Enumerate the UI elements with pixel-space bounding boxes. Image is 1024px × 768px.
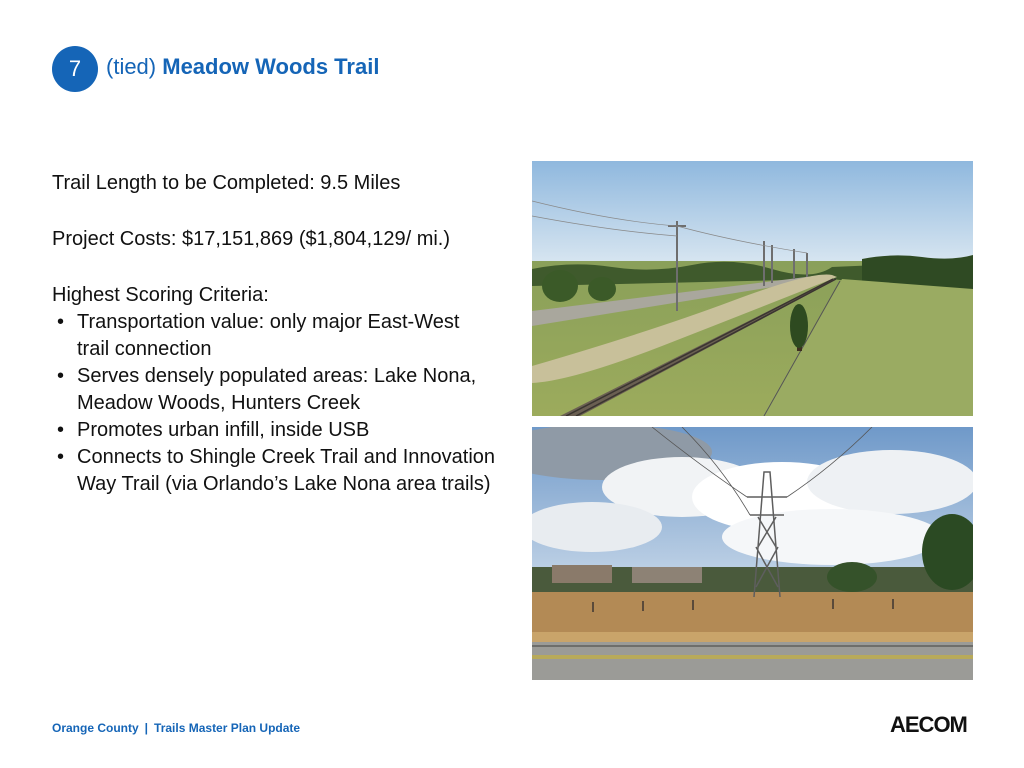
criteria-heading: Highest Scoring Criteria: — [52, 284, 269, 306]
criteria-item: • Transportation value: only major East-West trail connection — [52, 309, 497, 363]
footer-org: Orange County — [52, 721, 139, 735]
title-name: Meadow Woods Trail — [162, 54, 380, 79]
criteria-list — [52, 309, 497, 498]
criteria-item: • Promotes urban infill, inside USB — [52, 417, 497, 444]
footer-project: Trails Master Plan Update — [154, 721, 301, 735]
footer-separator: | — [144, 721, 149, 735]
title-prefix: (tied) — [106, 54, 157, 79]
transmission-tower-photo — [532, 427, 973, 680]
slide-number-badge: 7 — [52, 46, 98, 92]
criteria-item: • Connects to Shingle Creek Trail and Innovation Way Trail (via Orlando’s Lake Nona area trails) — [52, 444, 497, 498]
slide-body — [52, 169, 497, 498]
footer-text — [52, 721, 300, 735]
rail-corridor-photo — [532, 161, 973, 416]
project-costs-text: Project Costs: $17,151,869 ($1,804,129/ mi.) — [52, 228, 451, 250]
trail-length-text: Trail Length to be Completed: 9.5 Miles — [52, 172, 401, 194]
slide-title — [106, 54, 379, 80]
criteria-item: • Serves densely populated areas: Lake Nona, Meadow Woods, Hunters Creek — [52, 363, 497, 417]
aecom-logo: AECOM — [890, 712, 967, 737]
